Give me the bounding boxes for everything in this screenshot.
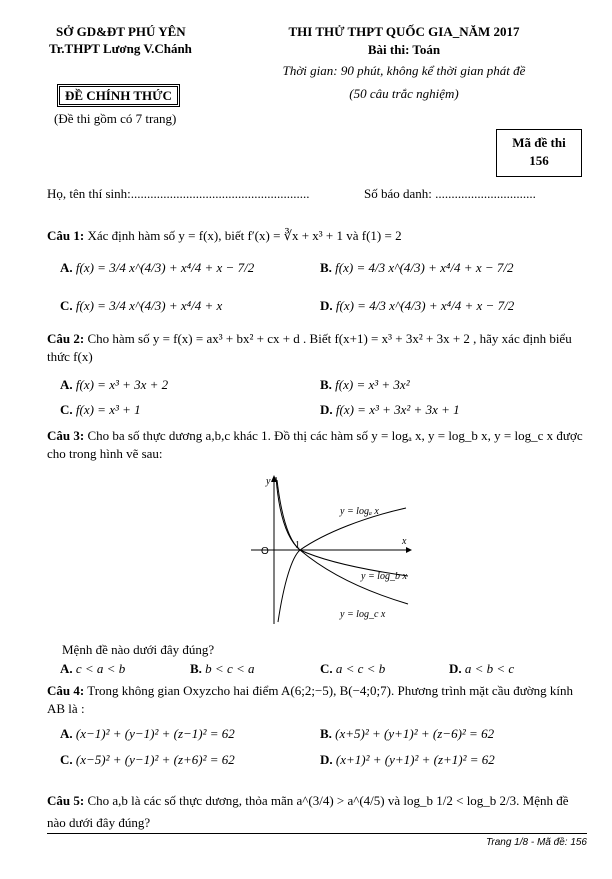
time-note: Thời gian: 90 phút, không kể thời gian phát đề xyxy=(282,63,526,78)
graph-x-label: x xyxy=(402,536,407,547)
page-footer: Trang 1/8 - Mã đề: 156 xyxy=(486,837,587,848)
q3-prompt: Mệnh đề nào dưới đây đúng? xyxy=(62,642,215,657)
question-text: Cho a,b là các số thực dương, thỏa mãn a^(3/4) > a^(4/5) và log_b 1/2 < log_b 2/3. Mệnh đề nào dưới đây đúng? xyxy=(47,793,569,830)
q1-option-a[interactable]: A. f(x) = 3/4 x^(4/3) + x⁴/4 + x − 7/2 xyxy=(60,260,255,275)
question-label: Câu 5: xyxy=(47,793,85,808)
exam-code-label: Mã đề thi xyxy=(512,135,566,150)
exam-code-box xyxy=(496,129,582,177)
question-text: Trong không gian Oxyzcho hai điểm A(6;2;−5), B(−4;0;7). Phương trình mặt cầu đường kính AB là : xyxy=(47,683,574,716)
subject: Bài thi: Toán xyxy=(367,42,441,57)
q4-option-a[interactable]: A. (x−1)² + (y−1)² + (z−1)² = 62 xyxy=(60,726,235,741)
graph-origin-label: O xyxy=(261,546,269,557)
question-label: Câu 4: xyxy=(47,683,85,698)
question-label: Câu 3: xyxy=(47,428,85,443)
q1-option-d[interactable]: D. f(x) = 4/3 x^(4/3) + x⁴/4 + x − 7/2 xyxy=(320,298,515,313)
q2-option-b[interactable]: B. f(x) = x³ + 3x² xyxy=(320,377,410,392)
question-2 xyxy=(47,330,587,366)
q3-option-a[interactable]: A. c < a < b xyxy=(60,661,126,676)
exam-code-value: 156 xyxy=(529,153,549,168)
pages-note: (Đề thi gồm có 7 trang) xyxy=(54,111,177,126)
question-5 xyxy=(47,790,587,834)
question-text: Xác định hàm số y = f(x), biết f′(x) = ∛x + x³ + 1 và f(1) = 2 xyxy=(87,228,402,243)
q1-option-b[interactable]: B. f(x) = 4/3 x^(4/3) + x⁴/4 + x − 7/2 xyxy=(320,260,514,275)
footer-divider xyxy=(47,833,587,834)
q1-option-c[interactable]: C. f(x) = 3/4 x^(4/3) + x⁴/4 + x xyxy=(60,298,223,313)
curve-log-a xyxy=(278,508,406,622)
question-text: Cho ba số thực dương a,b,c khác 1. Đồ thị các hàm số y = logₐ x, y = log_b x, y = log_c x được cho trong hình vẽ sau: xyxy=(47,428,583,461)
question-text: Cho hàm số y = f(x) = ax³ + bx² + cx + d . Biết f(x+1) = x³ + 3x² + 3x + 2 , hãy xác định biểu thức f(x) xyxy=(47,331,572,364)
q4-option-b[interactable]: B. (x+5)² + (y+1)² + (z−6)² = 62 xyxy=(320,726,495,741)
graph-label-log-c: y = log_c x xyxy=(340,609,386,620)
q4-option-d[interactable]: D. (x+1)² + (y+1)² + (z+1)² = 62 xyxy=(320,752,495,767)
candidate-name-line: Họ, tên thí sinh:....................................................... xyxy=(47,186,310,201)
official-label: ĐỀ CHÍNH THỨC xyxy=(57,84,180,107)
exam-title: THI THỬ THPT QUỐC GIA_NĂM 2017 xyxy=(288,24,520,39)
log-graph xyxy=(246,472,416,630)
graph-y-label: y xyxy=(266,476,271,487)
q2-option-d[interactable]: D. f(x) = x³ + 3x² + 3x + 1 xyxy=(320,402,460,417)
question-1 xyxy=(47,227,587,245)
department-name: SỞ GD&ĐT PHÚ YÊN xyxy=(56,24,186,39)
q2-option-a[interactable]: A. f(x) = x³ + 3x + 2 xyxy=(60,377,169,392)
q4-option-c[interactable]: C. (x−5)² + (y−1)² + (z+6)² = 62 xyxy=(60,752,235,767)
question-label: Câu 2: xyxy=(47,331,85,346)
question-3 xyxy=(47,427,587,463)
school-name: Tr.THPT Lương V.Chánh xyxy=(49,41,192,56)
q3-option-b[interactable]: B. b < c < a xyxy=(190,661,255,676)
graph-label-log-b: y = log_b x xyxy=(361,571,407,582)
q3-option-c[interactable]: C. a < c < b xyxy=(320,661,386,676)
x-axis-arrow-icon xyxy=(406,547,412,553)
graph-label-log-a: y = logₐ x xyxy=(340,506,379,517)
question-label: Câu 1: xyxy=(47,228,85,243)
candidate-number-line: Số báo danh: ............................... xyxy=(364,186,536,201)
q2-option-c[interactable]: C. f(x) = x³ + 1 xyxy=(60,402,141,417)
count-note: (50 câu trắc nghiệm) xyxy=(349,86,459,101)
graph-one-label: 1 xyxy=(295,540,300,551)
q3-option-d[interactable]: D. a < b < c xyxy=(449,661,515,676)
question-4 xyxy=(47,682,587,718)
